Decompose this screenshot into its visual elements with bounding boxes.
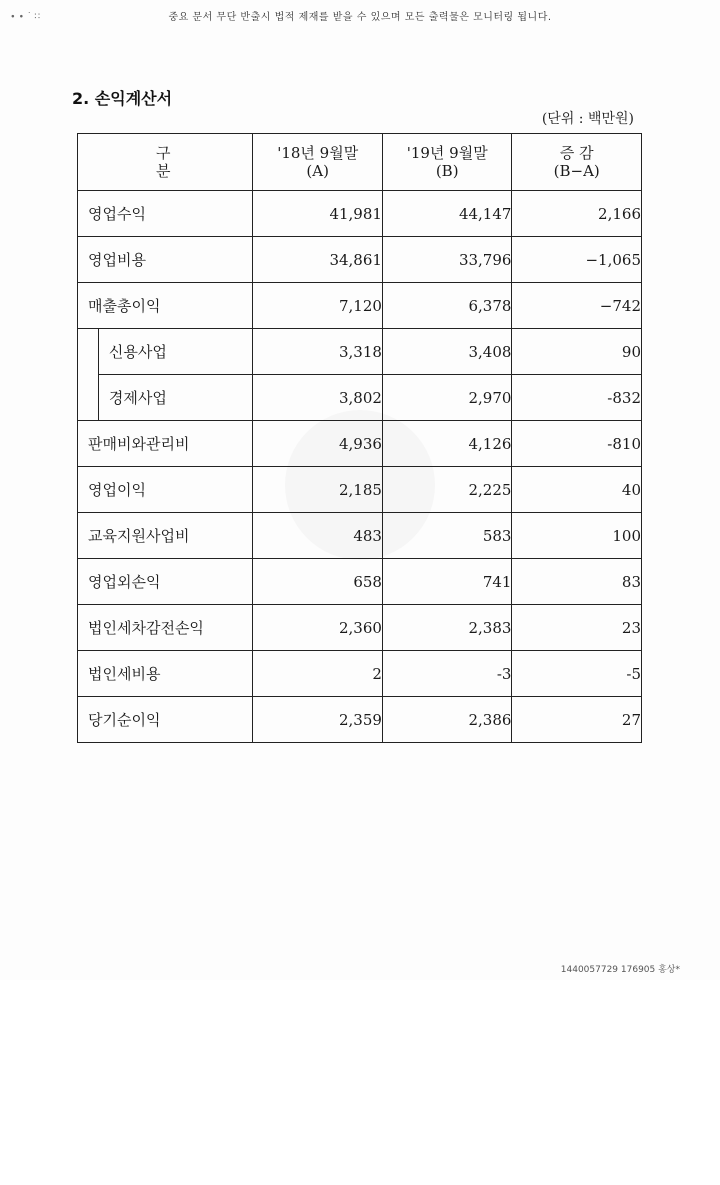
cell-c: 83 xyxy=(512,559,642,605)
table-row xyxy=(78,283,642,329)
table-row xyxy=(78,605,642,651)
cell-b: 2,970 xyxy=(382,375,512,421)
row-label: 법인세차감전손익 xyxy=(78,605,253,651)
table-row xyxy=(78,651,642,697)
table-row-sub xyxy=(78,329,642,375)
cell-c: −742 xyxy=(512,283,642,329)
cell-b: 4,126 xyxy=(382,421,512,467)
cell-b: 33,796 xyxy=(382,237,512,283)
cell-b: 583 xyxy=(382,513,512,559)
cell-b: 2,225 xyxy=(382,467,512,513)
row-label: 영업이익 xyxy=(78,467,253,513)
cell-c: 27 xyxy=(512,697,642,743)
cell-a: 3,802 xyxy=(253,375,383,421)
table-row-sub xyxy=(78,375,642,421)
indent-spacer xyxy=(78,375,99,421)
cell-b: 6,378 xyxy=(382,283,512,329)
row-label: 영업외손익 xyxy=(78,559,253,605)
header-col-c-formula: (B−A) xyxy=(553,162,600,180)
table-row xyxy=(78,467,642,513)
cell-b: 2,383 xyxy=(382,605,512,651)
table-row xyxy=(78,513,642,559)
row-label: 법인세비용 xyxy=(78,651,253,697)
cell-a: 2 xyxy=(253,651,383,697)
cell-a: 4,936 xyxy=(253,421,383,467)
cell-c: 2,166 xyxy=(512,191,642,237)
table-row xyxy=(78,559,642,605)
cell-a: 41,981 xyxy=(253,191,383,237)
footer-stamp: 1440057729 176905 홍상* xyxy=(560,965,680,975)
cell-b: -3 xyxy=(382,651,512,697)
row-label: 교육지원사업비 xyxy=(78,513,253,559)
blank-area xyxy=(0,980,720,1185)
row-label: 경제사업 xyxy=(98,375,253,421)
section-title: 2. 손익계산서 xyxy=(72,89,173,108)
unit-label: (단위 : 백만원) xyxy=(541,111,634,127)
header-col-a-period: '18년 9월말 xyxy=(277,144,359,162)
header-col-a xyxy=(253,134,383,191)
indent-spacer xyxy=(78,329,99,375)
cell-b: 44,147 xyxy=(382,191,512,237)
cell-c: −1,065 xyxy=(512,237,642,283)
cell-a: 2,359 xyxy=(253,697,383,743)
table-header-row xyxy=(78,134,642,191)
table-row xyxy=(78,191,642,237)
table-row xyxy=(78,421,642,467)
cell-a: 658 xyxy=(253,559,383,605)
row-label: 신용사업 xyxy=(98,329,253,375)
header-col-c-title: 증 감 xyxy=(559,144,594,162)
cell-a: 483 xyxy=(253,513,383,559)
income-statement-table xyxy=(77,133,642,743)
header-col-b-period: '19년 9월말 xyxy=(406,144,488,162)
header-col-b-code: (B) xyxy=(435,162,459,180)
header-category: 구 분 xyxy=(78,134,253,191)
cell-a: 34,861 xyxy=(253,237,383,283)
row-label: 매출총이익 xyxy=(78,283,253,329)
cell-b: 3,408 xyxy=(382,329,512,375)
cell-b: 741 xyxy=(382,559,512,605)
cell-c: 100 xyxy=(512,513,642,559)
cell-a: 3,318 xyxy=(253,329,383,375)
row-label: 영업비용 xyxy=(78,237,253,283)
cell-c: -832 xyxy=(512,375,642,421)
corner-marks: ∙ ∙ ˙ ∷ xyxy=(10,12,41,22)
row-label: 판매비와관리비 xyxy=(78,421,253,467)
security-notice: 중요 문서 무단 반출시 법적 제재를 받을 수 있으며 모든 출력물은 모니터링 됩니다. xyxy=(168,12,552,23)
header-col-a-code: (A) xyxy=(306,162,329,180)
cell-b: 2,386 xyxy=(382,697,512,743)
header-col-c xyxy=(512,134,642,191)
cell-c: 90 xyxy=(512,329,642,375)
table-row xyxy=(78,237,642,283)
cell-a: 7,120 xyxy=(253,283,383,329)
cell-c: 23 xyxy=(512,605,642,651)
cell-c: -5 xyxy=(512,651,642,697)
cell-a: 2,185 xyxy=(253,467,383,513)
cell-c: -810 xyxy=(512,421,642,467)
header-col-b xyxy=(382,134,512,191)
row-label: 당기순이익 xyxy=(78,697,253,743)
cell-c: 40 xyxy=(512,467,642,513)
row-label: 영업수익 xyxy=(78,191,253,237)
table-row xyxy=(78,697,642,743)
cell-a: 2,360 xyxy=(253,605,383,651)
